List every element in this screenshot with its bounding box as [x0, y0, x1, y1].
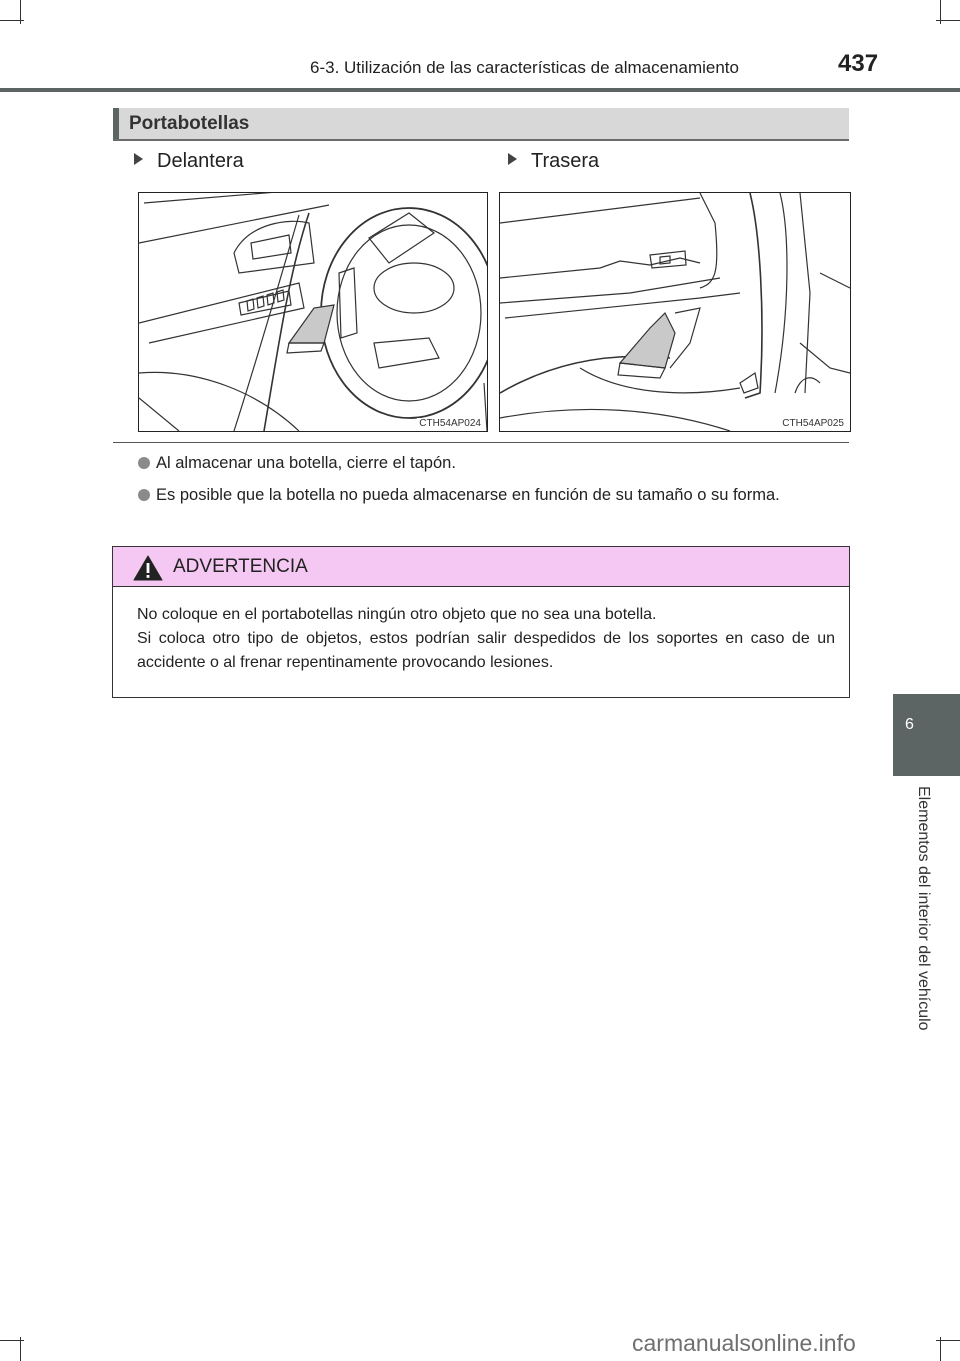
chapter-tab: [893, 694, 960, 776]
triangle-arrow-icon: [508, 153, 517, 165]
chapter-number: 6: [905, 716, 914, 733]
warning-line: Si coloca otro tipo de objetos, estos podrían salir despedidos de los soportes en caso de un accidente o al frenar repentinamente provocando lesiones.: [137, 630, 835, 671]
crop-mark: [20, 1337, 21, 1361]
warning-body: [137, 603, 835, 675]
bullet-item: [138, 482, 850, 508]
warning-title: ADVERTENCIA: [173, 556, 308, 577]
warning-line: No coloque en el portabotellas ningún otro objeto que no sea una botella.: [137, 606, 657, 623]
figure-rule: [113, 442, 849, 443]
running-header: 6-3. Utilización de las características de almacenamiento: [310, 58, 739, 77]
crop-mark: [940, 1337, 941, 1361]
header-rule: [0, 88, 960, 92]
crop-mark: [20, 0, 21, 24]
bullet-dot-icon: [138, 457, 150, 469]
figure-code: CTH54AP025: [782, 418, 844, 429]
figure-code: CTH54AP024: [419, 418, 481, 429]
chapter-label: Elementos del interior del vehículo: [915, 786, 932, 1031]
warning-box: [112, 546, 850, 698]
watermark: carmanualsonline.info: [632, 1330, 856, 1356]
rear-label: [508, 150, 599, 173]
bullet-item: [138, 450, 850, 476]
warning-triangle-icon: [133, 555, 163, 581]
bullet-text: Es posible que la botella no pueda almacenarse en función de su tamaño o su forma.: [156, 486, 780, 504]
front-bottle-holder-illustration: [138, 192, 488, 432]
rear-label-text: Trasera: [531, 150, 600, 172]
front-label: [134, 150, 244, 173]
warning-header: [113, 547, 849, 587]
page-number: 437: [838, 50, 879, 77]
bullet-text: Al almacenar una botella, cierre el tapón.: [156, 454, 456, 472]
triangle-arrow-icon: [134, 153, 143, 165]
section-heading-bar: [113, 108, 849, 141]
front-label-text: Delantera: [157, 150, 244, 172]
section-title: Portabotellas: [129, 113, 250, 134]
bullet-dot-icon: [138, 489, 150, 501]
crop-mark: [940, 0, 941, 24]
rear-bottle-holder-illustration: [499, 192, 851, 432]
